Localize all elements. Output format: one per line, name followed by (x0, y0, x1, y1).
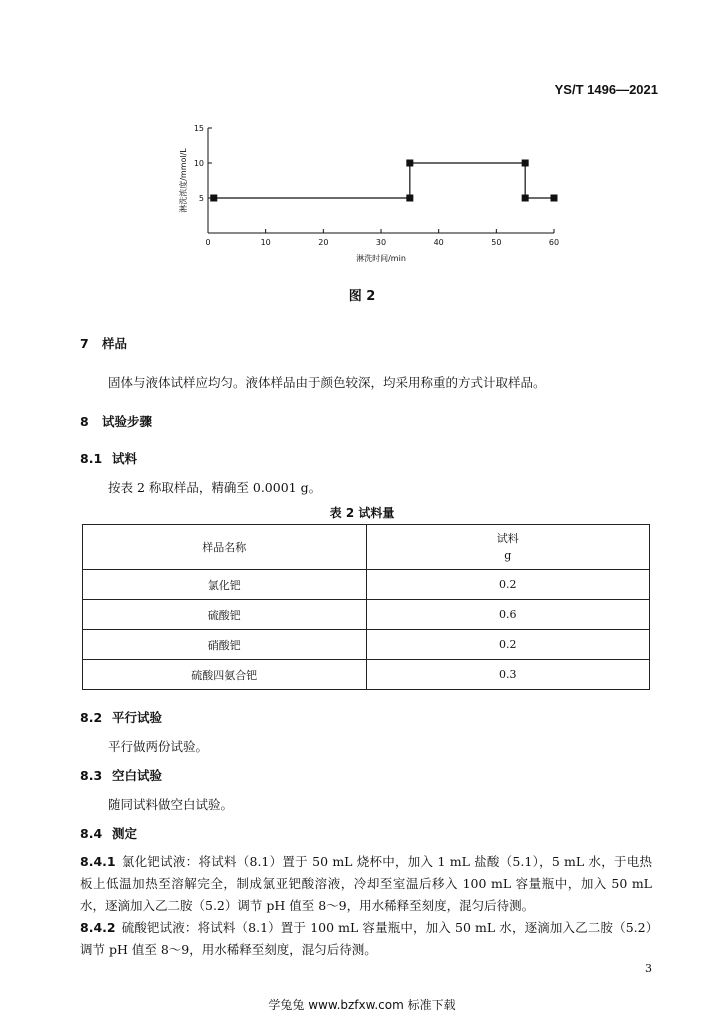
table-cell-name: 氯化钯 (83, 570, 367, 600)
section-8-4-title: 测定 (112, 826, 138, 841)
section-8-number: 8 (80, 414, 89, 429)
section-7-number: 7 (80, 336, 89, 351)
section-8-1-text: 按表 2 称取样品，精确至 0.0001 g。 (108, 480, 322, 495)
section-7-heading (80, 334, 127, 352)
section-8-4-1-number: 8.4.1 (80, 854, 116, 869)
section-8-3-heading (80, 766, 162, 784)
section-8-1-number: 8.1 (80, 451, 103, 466)
section-8-4-2-number: 8.4.2 (80, 920, 116, 935)
data-point (406, 160, 413, 167)
data-point (522, 160, 529, 167)
standard-code: YS/T 1496—2021 (554, 82, 658, 97)
table-header-mass-label: 试料 (496, 532, 519, 545)
data-point (522, 195, 529, 202)
table-cell-name: 硫酸钯 (83, 600, 367, 630)
page-number: 3 (645, 962, 652, 975)
series-line (214, 163, 554, 198)
table-header-name: 样品名称 (83, 525, 367, 570)
section-8-4-heading (80, 824, 137, 842)
table-header-row (83, 525, 650, 570)
table-cell-mass: 0.3 (366, 660, 650, 690)
table-row (83, 660, 650, 690)
table-cell-mass: 0.2 (366, 630, 650, 660)
section-8-2-title: 平行试验 (112, 710, 163, 725)
table-row (83, 630, 650, 660)
y-tick-label: 10 (193, 159, 204, 168)
section-8-title: 试验步骤 (102, 414, 153, 429)
y-tick-label: 15 (193, 124, 204, 133)
table-row (83, 570, 650, 600)
section-8-1-title: 试料 (112, 451, 138, 466)
section-8-3-title: 空白试验 (112, 768, 163, 783)
section-8-2-number: 8.2 (80, 710, 103, 725)
table-header-mass (366, 525, 650, 570)
table-caption: 表 2 试料量 (329, 506, 395, 520)
data-point (406, 195, 413, 202)
table-cell-mass: 0.6 (366, 600, 650, 630)
footer-watermark: 学兔兔 www.bzfxw.com 标准下载 (268, 998, 456, 1012)
section-8-1-heading (80, 449, 137, 467)
section-8-2-text: 平行做两份试验。 (108, 739, 209, 754)
x-tick-label: 50 (491, 238, 502, 247)
section-8-4-2-text: 硫酸钯试液：将试料（8.1）置于 100 mL 容量瓶中，加入 50 mL 水，逐滴加入乙二胺（5.2）调节 pH 值至 8～9，用水稀释至刻度，混匀后待测。 (80, 920, 652, 957)
section-8-4-1 (80, 851, 652, 917)
x-tick-label: 60 (548, 238, 560, 247)
section-8-2-heading (80, 708, 162, 726)
x-tick-label: 30 (375, 238, 387, 247)
x-tick-label: 20 (318, 238, 329, 247)
section-8-3-number: 8.3 (80, 768, 103, 783)
figure-caption: 图 2 (348, 289, 376, 304)
table-header-mass-unit: g (504, 549, 512, 562)
section-8-4-2 (80, 917, 652, 961)
x-tick-label: 40 (433, 238, 444, 247)
data-point (551, 195, 558, 202)
section-8-4-number: 8.4 (80, 826, 103, 841)
x-axis-label: 淋洗时间/min (356, 254, 406, 263)
elution-chart (170, 115, 590, 270)
table-cell-mass: 0.2 (366, 570, 650, 600)
section-8-4-1-text: 氯化钯试液：将试料（8.1）置于 50 mL 烧杯中，加入 1 mL 盐酸（5.1），5 mL 水，于电热板上低温加热至溶解完全，制成氯亚钯酸溶液，冷却至室温后移入 100 mL 容量瓶中，加入 50 mL 水，逐滴加入乙二胺（5.2）调节 pH 值至 8～9，用水稀释至刻度，混匀后待测。 (80, 854, 652, 913)
x-tick-label: 0 (205, 238, 211, 247)
data-point (210, 195, 217, 202)
table-row (83, 600, 650, 630)
section-8-3-text: 随同试料做空白试验。 (108, 797, 234, 812)
y-axis-label: 淋洗浓度/mmol/L (179, 148, 188, 213)
section-8-heading (80, 412, 152, 430)
section-7-title: 样品 (102, 336, 128, 351)
section-7-text: 固体与液体试样应均匀。液体样品由于颜色较深，均采用称重的方式计取样品。 (108, 375, 546, 390)
sample-mass-table (82, 524, 650, 690)
table-cell-name: 硝酸钯 (83, 630, 367, 660)
y-tick-label: 5 (198, 194, 204, 203)
x-tick-label: 10 (260, 238, 271, 247)
table-cell-name: 硫酸四氨合钯 (83, 660, 367, 690)
